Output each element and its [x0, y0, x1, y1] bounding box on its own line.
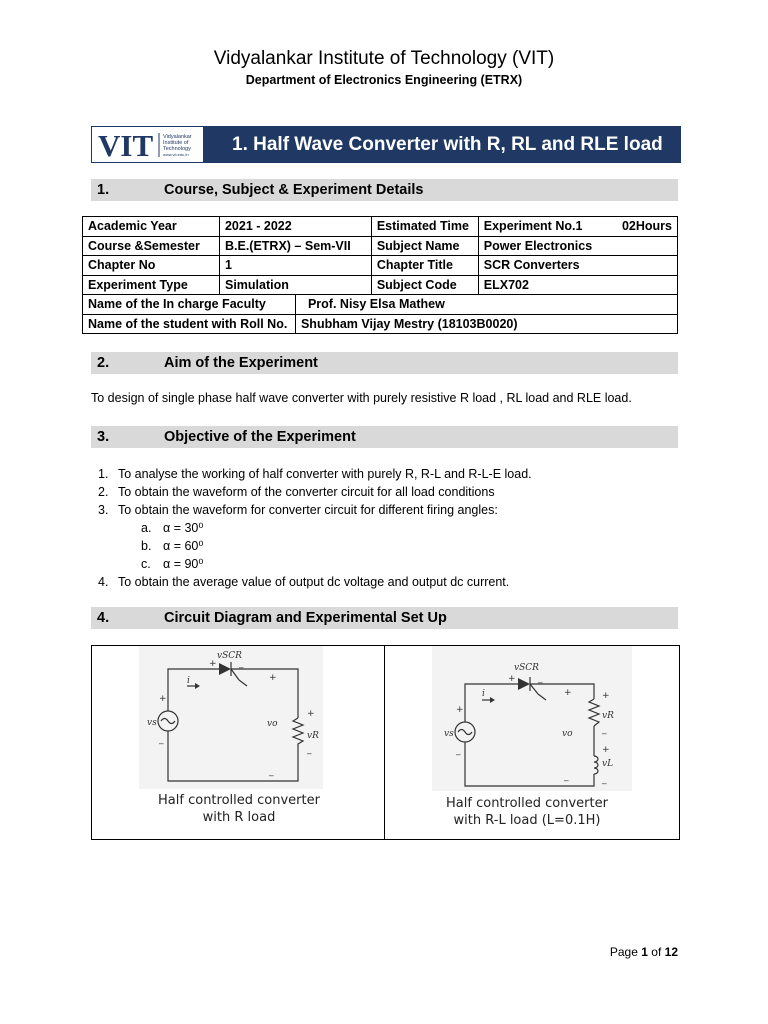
table-cell: Subject Code: [371, 275, 478, 295]
experiment-hours: 02Hours: [621, 219, 672, 234]
section-number: 4.: [97, 610, 110, 626]
label-i: i: [187, 676, 190, 686]
list-item: 4. To obtain the average value of output dc voltage and output dc current.: [98, 575, 510, 589]
svg-text:_: _: [456, 746, 461, 756]
experiment-title: 1. Half Wave Converter with R, RL and RLE load: [204, 127, 680, 162]
table-cell: Prof. Nisy Elsa Mathew: [295, 295, 677, 315]
svg-text:+: +: [456, 705, 464, 715]
table-cell: Chapter Title: [371, 256, 478, 276]
institute-name: Vidyalankar Institute of Technology (VIT): [213, 48, 555, 69]
table-cell: Shubham Vijay Mestry (18103B0020): [295, 314, 677, 334]
table-row: [83, 236, 678, 256]
label-vscr: vSCR: [514, 663, 539, 673]
section-number: 2.: [97, 355, 110, 371]
logo-sub-2: Institute of: [162, 139, 188, 146]
label-vl: vL: [602, 759, 614, 769]
table-cell: B.E.(ETRX) – Sem-VII: [219, 236, 371, 256]
circuit-rl-load: [432, 646, 632, 791]
table-row: [83, 256, 678, 276]
list-item: 1. To analyse the working of half converter with purely R, R-L and R-L-E load.: [98, 467, 532, 481]
rl-load-circuit-icon: [432, 646, 632, 791]
circuit-diagram-box: [91, 645, 680, 840]
logo-text: VIT: [97, 129, 153, 160]
svg-text:+: +: [269, 673, 277, 683]
table-cell: [478, 217, 677, 237]
table-cell: Power Electronics: [478, 236, 677, 256]
label-vs: vs: [444, 729, 454, 739]
table-cell: Course &Semester: [83, 236, 220, 256]
list-item: b. α = 60⁰: [141, 539, 204, 553]
table-row: [83, 217, 678, 237]
label-vo: vo: [267, 719, 278, 729]
svg-text:_: _: [564, 772, 569, 782]
table-cell: ELX702: [478, 275, 677, 295]
svg-text:_: _: [538, 674, 543, 684]
section-title: Objective of the Experiment: [164, 429, 356, 445]
section-header-circuit: [91, 607, 678, 629]
page-number: Page 1 of 12: [609, 945, 678, 959]
svg-text:_: _: [159, 735, 164, 745]
svg-text:_: _: [602, 725, 607, 735]
svg-text:_: _: [269, 767, 274, 777]
vit-logo-icon: [96, 130, 200, 160]
label-vscr: vSCR: [217, 651, 242, 661]
table-row: [83, 275, 678, 295]
section-title: Aim of the Experiment: [164, 355, 318, 371]
section-number: 3.: [97, 429, 110, 445]
table-cell: 1: [219, 256, 371, 276]
department-name: Department of Electronics Engineering (ETRX): [245, 73, 523, 87]
table-cell: SCR Converters: [478, 256, 677, 276]
table-cell: 2021 - 2022: [219, 217, 371, 237]
svg-text:+: +: [602, 745, 610, 755]
svg-text:+: +: [564, 688, 572, 698]
circuit-r-load: [139, 646, 323, 789]
table-cell: Academic Year: [83, 217, 220, 237]
label-vo: vo: [562, 729, 573, 739]
table-cell: Estimated Time: [371, 217, 478, 237]
svg-text:_: _: [602, 775, 607, 785]
table-cell: Simulation: [219, 275, 371, 295]
section-header-objective: [91, 426, 678, 448]
table-row: [83, 314, 678, 334]
table-cell: Name of the student with Roll No.: [83, 314, 296, 334]
caption-rl-load: Half controlled converter with R-L load (L=0.1H): [446, 796, 608, 828]
table-cell: Subject Name: [371, 236, 478, 256]
details-table: [82, 216, 678, 334]
svg-text:_: _: [307, 745, 312, 755]
section-title: Course, Subject & Experiment Details: [164, 182, 424, 198]
label-i: i: [482, 689, 485, 699]
table-cell: Name of the In charge Faculty: [83, 295, 296, 315]
svg-text:_: _: [239, 659, 244, 669]
list-item: c. α = 90⁰: [141, 557, 204, 571]
caption-r-load: Half controlled converter with R load: [158, 793, 320, 825]
r-load-circuit-icon: [139, 646, 323, 789]
label-vr: vR: [602, 711, 614, 721]
experiment-number: Experiment No.1: [483, 219, 583, 234]
logo-sub-1: Vidyalankar: [162, 133, 192, 140]
list-item: 3. To obtain the waveform for converter circuit for different firing angles:: [98, 503, 498, 517]
table-row: [83, 295, 678, 315]
section-header-aim: [91, 352, 678, 374]
section-header-details: [91, 179, 678, 201]
label-vs: vs: [147, 718, 157, 728]
aim-text: To design of single phase half wave converter with purely resistive R load , RL load and RLE load.: [91, 391, 632, 405]
logo-sub-4: www.vit.edu.in: [162, 151, 189, 157]
list-item: a. α = 30⁰: [141, 521, 204, 535]
svg-text:+: +: [307, 709, 315, 719]
svg-text:+: +: [209, 659, 217, 669]
section-title: Circuit Diagram and Experimental Set Up: [164, 610, 447, 626]
vit-logo: [92, 127, 204, 162]
experiment-banner: [91, 126, 681, 163]
svg-text:+: +: [508, 674, 516, 684]
logo-sub-3: Technology: [162, 145, 191, 152]
list-item: 2. To obtain the waveform of the converter circuit for all load conditions: [98, 485, 495, 499]
table-cell: Chapter No: [83, 256, 220, 276]
section-number: 1.: [97, 182, 110, 198]
svg-text:+: +: [602, 691, 610, 701]
label-vr: vR: [307, 731, 319, 741]
table-cell: Experiment Type: [83, 275, 220, 295]
svg-text:+: +: [159, 694, 167, 704]
